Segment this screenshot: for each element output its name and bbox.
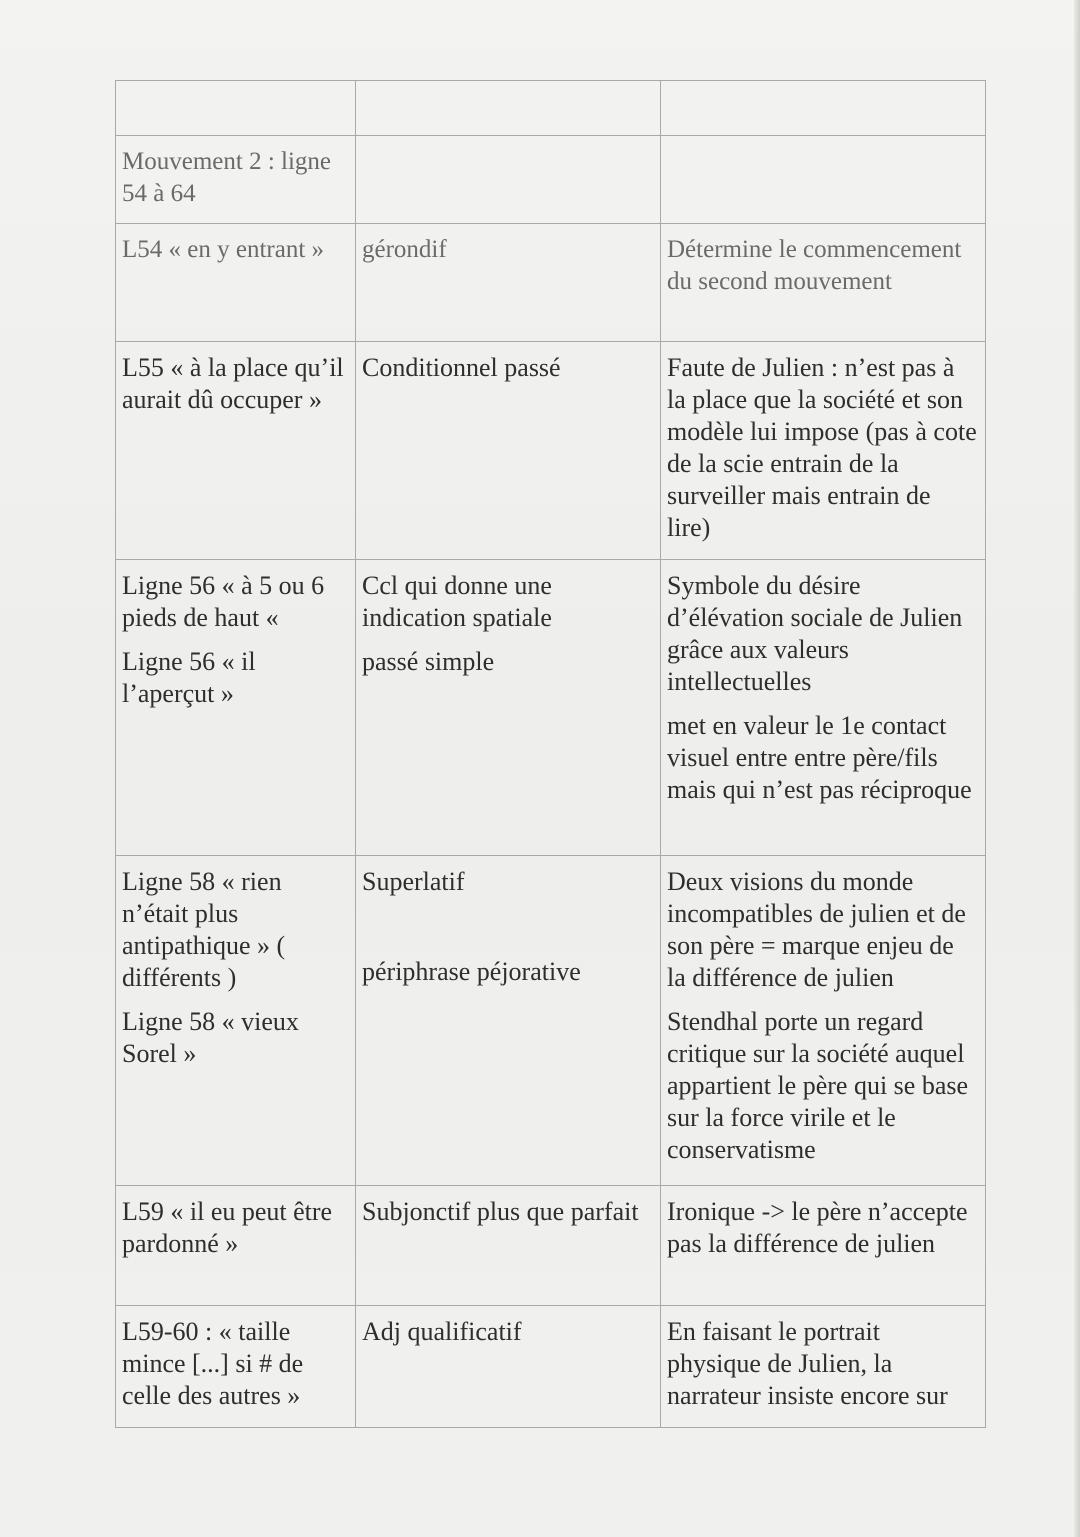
- device-text: Ccl qui donne une indication spatiale: [362, 571, 552, 632]
- device-text: gérondif: [362, 236, 447, 263]
- quote-text: Ligne 56 « à 5 ou 6 pieds de haut «: [122, 571, 325, 632]
- movement-title: Mouvement 2 : ligne 54 à 64: [122, 148, 331, 207]
- cell-interpretation: [661, 224, 986, 342]
- quote-text: Ligne 58 « rien n’était plus antipathique » ( différents ): [122, 867, 286, 992]
- device-text: Superlatif: [362, 867, 465, 896]
- cell-device: [356, 224, 661, 342]
- interpretation-text: Détermine le commencement du second mouvement: [667, 236, 962, 295]
- quote-text: L54 « en y entrant »: [122, 236, 325, 263]
- cell-device: [356, 1306, 661, 1428]
- table-row: [116, 136, 986, 224]
- cell-quote: [116, 224, 356, 342]
- cell-interpretation: [661, 560, 986, 856]
- table-row: [116, 560, 986, 856]
- analysis-table: [115, 80, 986, 1428]
- interpretation-text: En faisant le portrait physique de Julien, la narrateur insiste encore sur: [667, 1317, 948, 1410]
- cell-interpretation: [661, 1186, 986, 1306]
- cell-interpretation: [661, 81, 986, 136]
- interpretation-text: Deux visions du monde incompatibles de julien et de son père = marque enjeu de la différence de julien: [667, 867, 966, 992]
- table-row: [116, 224, 986, 342]
- cell-device: [356, 856, 661, 1186]
- device-text: Subjonctif plus que parfait: [362, 1197, 639, 1226]
- table-row: [116, 342, 986, 560]
- cell-device: [356, 1186, 661, 1306]
- cell-device: [356, 136, 661, 224]
- table-row: [116, 81, 986, 136]
- cell-device: [356, 560, 661, 856]
- quote-text: L59-60 : « taille mince [...] si # de celle des autres »: [122, 1317, 304, 1410]
- interpretation-text: Symbole du désire d’élévation sociale de Julien grâce aux valeurs intellectuelles: [667, 571, 963, 696]
- cell-quote: [116, 1186, 356, 1306]
- cell-quote: [116, 1306, 356, 1428]
- table-row: [116, 1186, 986, 1306]
- cell-device: [356, 342, 661, 560]
- interpretation-text: Ironique -> le père n’accepte pas la différence de julien: [667, 1197, 968, 1258]
- cell-interpretation: [661, 856, 986, 1186]
- cell-quote: [116, 856, 356, 1186]
- device-text: passé simple: [362, 647, 495, 676]
- cell-quote: [116, 560, 356, 856]
- quote-text: L59 « il eu peut être pardonné »: [122, 1197, 333, 1258]
- cell-quote: [116, 342, 356, 560]
- interpretation-text: Stendhal porte un regard critique sur la société auquel appartient le père qui se base sur la force virile et le conservatisme: [667, 1007, 969, 1164]
- table-row: [116, 856, 986, 1186]
- table-row: [116, 1306, 986, 1428]
- cell-interpretation: [661, 136, 986, 224]
- cell-device: [356, 81, 661, 136]
- quote-text: Ligne 58 « vieux Sorel »: [122, 1007, 299, 1068]
- device-text: Conditionnel passé: [362, 353, 561, 382]
- cell-interpretation: [661, 1306, 986, 1428]
- device-text: périphrase péjorative: [362, 957, 581, 986]
- quote-text: L55 « à la place qu’il aurait dû occuper »: [122, 353, 344, 414]
- paper-edge-shadow: [1074, 0, 1080, 1537]
- interpretation-text: met en valeur le 1e contact visuel entre entre père/fils mais qui n’est pas réciproque: [667, 711, 972, 804]
- device-text: Adj qualificatif: [362, 1317, 522, 1346]
- cell-quote: [116, 136, 356, 224]
- quote-text: Ligne 56 « il l’aperçut »: [122, 647, 256, 708]
- interpretation-text: Faute de Julien : n’est pas à la place que la société et son modèle lui impose (pas à cote de la scie entrain de la surveiller mais entrain de lire): [667, 353, 977, 542]
- cell-interpretation: [661, 342, 986, 560]
- cell-quote: [116, 81, 356, 136]
